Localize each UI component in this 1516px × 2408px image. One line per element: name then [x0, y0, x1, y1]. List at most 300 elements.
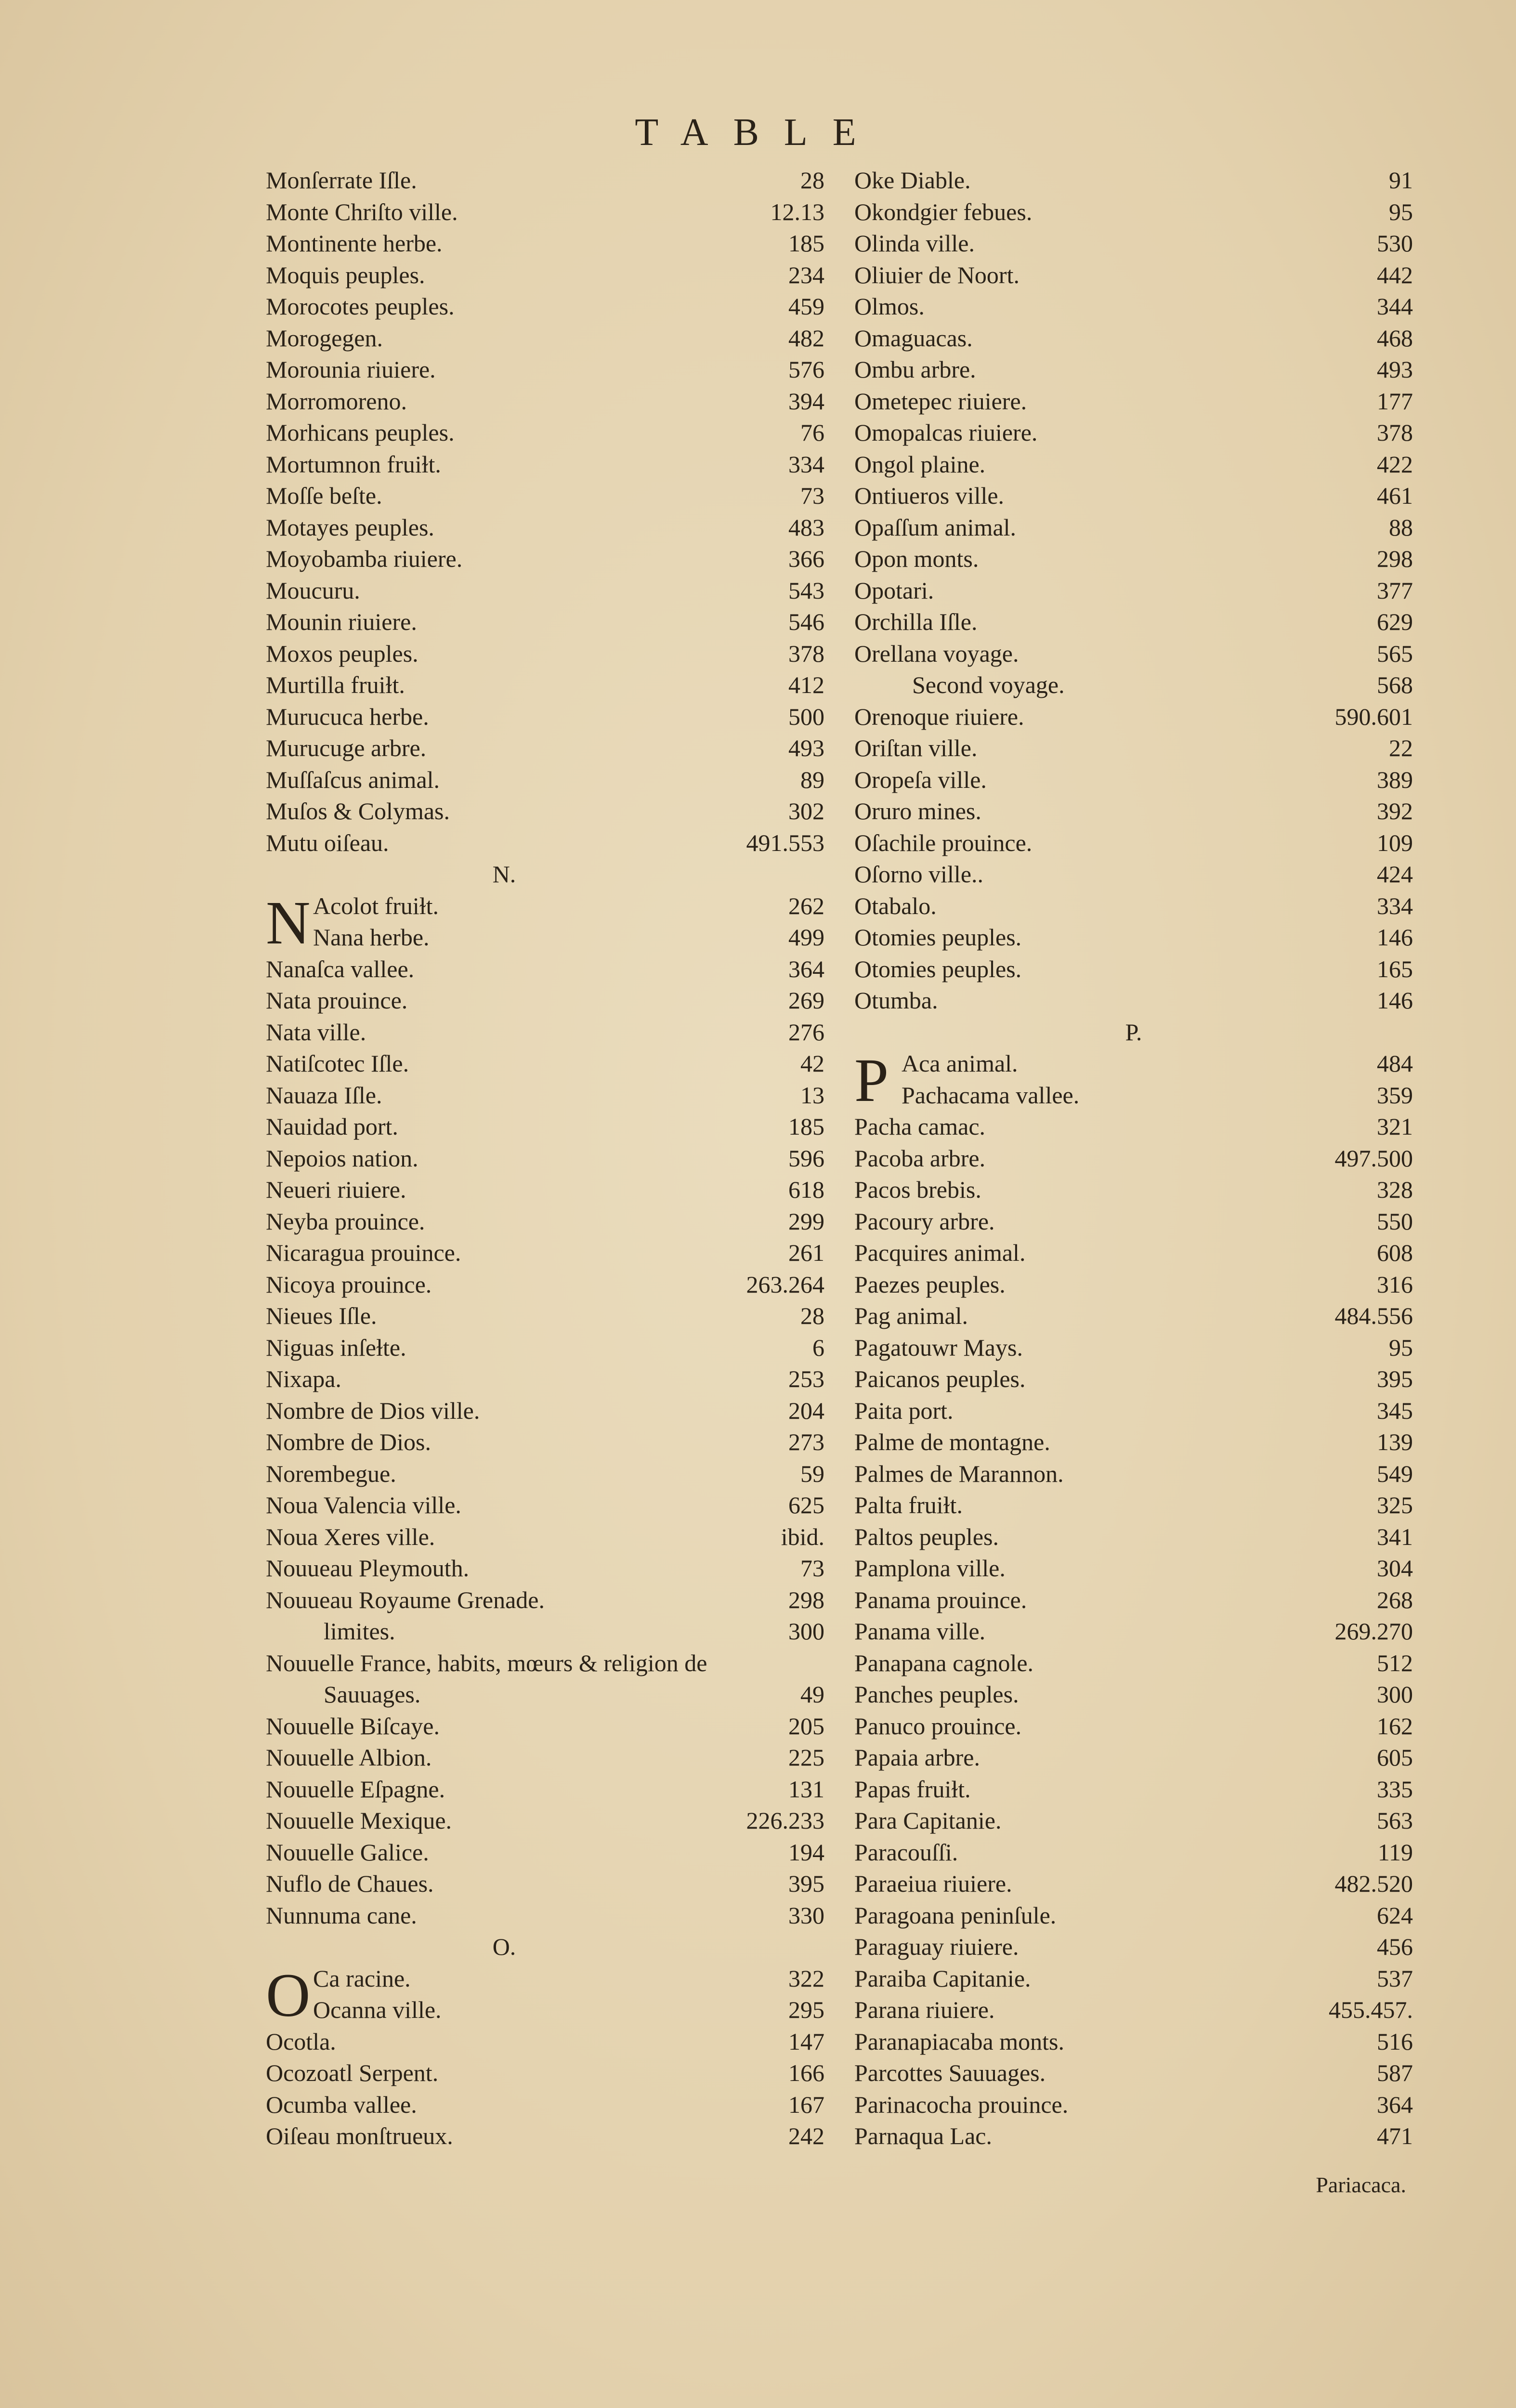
- page-reference: ibid.: [781, 1523, 824, 1550]
- index-entry: [266, 1395, 824, 1427]
- page-reference: 395: [1377, 1365, 1413, 1392]
- page-reference: 512: [1377, 1649, 1413, 1676]
- entry-term: Monte Chriſto ville.: [266, 198, 458, 225]
- index-entry: [266, 1994, 824, 2026]
- page-reference: 325: [1377, 1492, 1413, 1518]
- index-entry: [266, 1206, 824, 1238]
- page-reference: 484.556: [1334, 1302, 1413, 1329]
- page-reference: 185: [788, 1113, 824, 1140]
- section-letter: O.: [492, 1933, 516, 1960]
- page-reference: 377: [1377, 576, 1413, 604]
- entry-term: Aca animal.: [902, 1050, 1018, 1077]
- index-entry: [854, 954, 1413, 985]
- index-entry: [266, 1458, 824, 1490]
- entry-term: Pag animal.: [854, 1302, 968, 1329]
- page-reference: 147: [788, 2028, 824, 2055]
- entry-term: Ocotla.: [266, 2028, 336, 2055]
- index-entry: [854, 1648, 1413, 1679]
- entry-term: Nombre de Dios ville.: [266, 1397, 480, 1424]
- index-entry: [854, 291, 1413, 323]
- page-reference: 491.553: [746, 829, 824, 856]
- index-entry: [266, 1269, 824, 1301]
- entry-term: Panuco prouince.: [854, 1712, 1022, 1740]
- page-reference: 73: [800, 1555, 824, 1582]
- index-entry: [266, 1332, 824, 1364]
- entry-term: Otomies peuples.: [854, 924, 1022, 951]
- entry-term: Norembegue.: [266, 1460, 396, 1487]
- entry-term: Pacoury arbre.: [854, 1207, 995, 1235]
- index-entry: [266, 1553, 824, 1584]
- page-reference: 22: [1389, 734, 1413, 761]
- page-reference: 499: [788, 924, 824, 951]
- page-reference: 88: [1389, 513, 1413, 541]
- entry-term: Paraiba Capitanie.: [854, 1964, 1031, 1992]
- index-entry: [854, 543, 1413, 575]
- index-entry: [854, 165, 1413, 196]
- entry-term: Moxos peuples.: [266, 640, 418, 667]
- entry-term: Motayes peuples.: [266, 513, 434, 541]
- entry-term: Second voyage.: [912, 671, 1065, 698]
- index-entry: [266, 1584, 824, 1616]
- entry-term: Palmes de Marannon.: [854, 1460, 1064, 1487]
- page-reference: 482.520: [1334, 1870, 1413, 1897]
- left-index-column: [266, 165, 824, 2152]
- index-entry: [854, 1900, 1413, 1932]
- entry-term: Mortumnon fruiɫt.: [266, 450, 441, 478]
- page-reference: 500: [788, 703, 824, 730]
- entry-term: Panama prouince.: [854, 1586, 1027, 1613]
- entry-term: Murtilla fruiɫt.: [266, 671, 405, 698]
- page-reference: 335: [1377, 1775, 1413, 1803]
- index-entry: [266, 1048, 824, 1080]
- index-entry: [854, 417, 1413, 449]
- entry-term: Pacos brebis.: [854, 1176, 981, 1203]
- entry-term: Morounia riuiere.: [266, 356, 436, 383]
- page-reference: 608: [1377, 1239, 1413, 1266]
- page-reference: 165: [1377, 955, 1413, 982]
- entry-term: Oiſeau monſtrueux.: [266, 2122, 453, 2149]
- page-reference: 89: [800, 766, 824, 793]
- page-reference: 302: [788, 798, 824, 824]
- entry-term: Nouuelle Biſcaye.: [266, 1712, 440, 1740]
- section-letter-heading: [266, 859, 824, 890]
- page-reference: 549: [1377, 1460, 1413, 1487]
- page-reference: 304: [1377, 1555, 1413, 1582]
- index-entry: [266, 954, 824, 985]
- index-entry: [266, 228, 824, 260]
- entry-term: Pagatouwr Mays.: [854, 1334, 1023, 1361]
- page-reference: 269: [788, 987, 824, 1014]
- entry-term: Oriſtan ville.: [854, 734, 978, 761]
- entry-term: Nouuelle Albion.: [266, 1744, 432, 1771]
- entry-term: Otomies peuples.: [854, 955, 1022, 982]
- entry-term: Para Capitanie.: [854, 1807, 1002, 1834]
- index-entry: [854, 1490, 1413, 1521]
- page-reference: 442: [1377, 261, 1413, 288]
- page-reference: 298: [1377, 545, 1413, 572]
- entry-term: Pacquires animal.: [854, 1239, 1026, 1266]
- index-entry: [854, 764, 1413, 796]
- page-reference: 344: [1377, 293, 1413, 320]
- entry-term: Ometepec riuiere.: [854, 387, 1027, 415]
- page-reference: 364: [1377, 2091, 1413, 2118]
- page-reference: 263.264: [746, 1270, 824, 1298]
- page-reference: 618: [788, 1176, 824, 1203]
- index-entry: [266, 1237, 824, 1269]
- page-reference: 334: [788, 450, 824, 478]
- entry-term: Nieues Iſle.: [266, 1302, 377, 1329]
- index-entry: [266, 827, 824, 859]
- entry-term: Oke Diable.: [854, 167, 971, 194]
- index-entry: [854, 1584, 1413, 1616]
- page-reference: 76: [800, 419, 824, 446]
- index-entry: [266, 606, 824, 638]
- index-entry: [266, 386, 824, 418]
- entry-term: Otumba.: [854, 987, 938, 1014]
- index-entry: [266, 733, 824, 764]
- index-entry: [854, 1521, 1413, 1553]
- page-reference: 493: [1377, 356, 1413, 383]
- index-entry: [266, 1774, 824, 1806]
- index-entry: [854, 638, 1413, 670]
- entry-term: Morocotes peuples.: [266, 293, 455, 320]
- entry-term: Ocumba vallee.: [266, 2091, 417, 2118]
- index-entry: [266, 701, 824, 733]
- entry-term: Neueri riuiere.: [266, 1176, 406, 1203]
- entry-term: Moucuru.: [266, 576, 360, 604]
- entry-term: Paracouſſi.: [854, 1838, 958, 1866]
- drop-cap-initial: P: [854, 1046, 889, 1114]
- page-reference: 59: [800, 1460, 824, 1487]
- entry-term: Ocanna ville.: [313, 1996, 442, 2023]
- index-entry: [854, 1679, 1413, 1711]
- index-entry: [266, 1742, 824, 1774]
- index-entry: [854, 323, 1413, 354]
- entry-term: Parnaqua Lac.: [854, 2122, 992, 2149]
- index-entry: [854, 1805, 1413, 1837]
- index-entry: [854, 1931, 1413, 1963]
- page-reference: 629: [1377, 608, 1413, 635]
- index-entry: [854, 1553, 1413, 1584]
- page-reference: 73: [800, 482, 824, 509]
- page-reference: 268: [1377, 1586, 1413, 1613]
- index-entry: [266, 1111, 824, 1143]
- entry-term: Oruro mines.: [854, 798, 981, 824]
- page-reference: 359: [1377, 1081, 1413, 1109]
- entry-term: Oſorno ville..: [854, 861, 984, 888]
- index-entry: [854, 2120, 1413, 2152]
- page-reference: 546: [788, 608, 824, 635]
- entry-term: Opotari.: [854, 576, 934, 604]
- entry-term: Paraguay riuiere.: [854, 1933, 1019, 1960]
- entry-term: Noua Valencia ville.: [266, 1492, 461, 1518]
- entry-term: Panches peuples.: [854, 1681, 1019, 1708]
- entry-term: Ongol plaine.: [854, 450, 986, 478]
- section-letter-heading: [854, 1017, 1413, 1048]
- page-reference: 461: [1377, 482, 1413, 509]
- entry-term: Oliuier de Noort.: [854, 261, 1019, 288]
- entry-term: Papaia arbre.: [854, 1744, 980, 1771]
- entry-term: Muſos & Colymas.: [266, 798, 450, 824]
- index-entry: [854, 512, 1413, 544]
- index-entry: [266, 1080, 824, 1112]
- entry-term: Orenoque riuiere.: [854, 703, 1024, 730]
- page-reference: 95: [1389, 1334, 1413, 1361]
- index-entry: [854, 354, 1413, 386]
- page-reference: 395: [788, 1870, 824, 1897]
- index-entry: [854, 2026, 1413, 2058]
- entry-term: Morromoreno.: [266, 387, 407, 415]
- index-entry: [266, 417, 824, 449]
- page-reference: 341: [1377, 1523, 1413, 1550]
- index-entry: [266, 1300, 824, 1332]
- entry-term: Nata ville.: [266, 1018, 366, 1046]
- entry-term: Nanaſca vallee.: [266, 955, 415, 982]
- page-reference: 530: [1377, 230, 1413, 257]
- page-reference: 300: [1377, 1681, 1413, 1708]
- page-reference: 299: [788, 1207, 824, 1235]
- entry-term: Monſerrate Iſle.: [266, 167, 417, 194]
- index-entry: [854, 1363, 1413, 1395]
- entry-term: Pacha camac.: [854, 1113, 986, 1140]
- index-entry: [854, 449, 1413, 481]
- page-reference: 13: [800, 1081, 824, 1109]
- index-entry: [266, 1711, 824, 1742]
- page-reference: 131: [788, 1775, 824, 1803]
- index-entry: [854, 1426, 1413, 1458]
- index-entry: [266, 291, 824, 323]
- index-entry: [266, 2120, 824, 2152]
- entry-term: Ombu arbre.: [854, 356, 976, 383]
- index-entry: [854, 733, 1413, 764]
- index-entry: [854, 1963, 1413, 1995]
- index-entry: [266, 1648, 824, 1679]
- page-reference: 234: [788, 261, 824, 288]
- section-letter-heading: [266, 1931, 824, 1963]
- page-reference: 484: [1377, 1050, 1413, 1077]
- index-entry: [854, 2057, 1413, 2089]
- page-reference: 330: [788, 1901, 824, 1929]
- entry-term: Palta fruiɫt.: [854, 1492, 963, 1518]
- page-reference: 146: [1377, 987, 1413, 1014]
- page-reference: 204: [788, 1397, 824, 1424]
- index-entry: [266, 2026, 824, 2058]
- index-entry: [854, 890, 1413, 922]
- index-entry: [266, 764, 824, 796]
- page-reference: 253: [788, 1365, 824, 1392]
- page-reference: 455.457.: [1329, 1996, 1413, 2023]
- entry-term: Acolot fruiɫt.: [313, 892, 439, 919]
- index-entry: [266, 796, 824, 827]
- entry-term: Omaguacas.: [854, 324, 973, 352]
- index-entry: [266, 575, 824, 607]
- page-reference: 378: [1377, 419, 1413, 446]
- index-entry: [854, 1711, 1413, 1742]
- page-reference: 328: [1377, 1176, 1413, 1203]
- page-reference: 565: [1377, 640, 1413, 667]
- index-entry: [854, 1111, 1413, 1143]
- entry-term: Muſſaſcus animal.: [266, 766, 440, 793]
- index-entry: [266, 196, 824, 228]
- page-reference: 516: [1377, 2028, 1413, 2055]
- entry-term: Paltos peuples.: [854, 1523, 999, 1550]
- page-reference: 194: [788, 1838, 824, 1866]
- page-reference: 298: [788, 1586, 824, 1613]
- index-entry: [266, 2057, 824, 2089]
- entry-term: Oſachile prouince.: [854, 829, 1032, 856]
- page-reference: 295: [788, 1996, 824, 2023]
- index-entry: [854, 1174, 1413, 1206]
- index-entry: [854, 260, 1413, 291]
- index-entry: [266, 638, 824, 670]
- page-reference: 91: [1389, 167, 1413, 194]
- index-entry: [266, 1616, 824, 1648]
- entry-term: Parcottes Sauuages.: [854, 2059, 1046, 2086]
- index-entry: [854, 1269, 1413, 1301]
- index-entry: [266, 480, 824, 512]
- entry-term: Omopalcas riuiere.: [854, 419, 1038, 446]
- entry-term: Ocozoatl Serpent.: [266, 2059, 439, 2086]
- page-reference: 392: [1377, 798, 1413, 824]
- index-entry: [854, 796, 1413, 827]
- entry-term: Okondgier febues.: [854, 198, 1032, 225]
- entry-term: Nouueau Royaume Grenade.: [266, 1586, 545, 1613]
- entry-term: Paraeiua riuiere.: [854, 1870, 1012, 1897]
- entry-term: limites.: [324, 1618, 395, 1645]
- entry-term: Palme de montagne.: [854, 1428, 1050, 1455]
- entry-term: Nicoya prouince.: [266, 1270, 432, 1298]
- page-reference: 262: [788, 892, 824, 919]
- page-reference: 119: [1377, 1838, 1413, 1866]
- page-reference: 167: [788, 2091, 824, 2118]
- entry-term: Morhicans peuples.: [266, 419, 455, 446]
- page-reference: 226.233: [746, 1807, 824, 1834]
- entry-term: Paita port.: [854, 1397, 954, 1424]
- page-reference: 162: [1377, 1712, 1413, 1740]
- page-reference: 483: [788, 513, 824, 541]
- index-entry: [854, 480, 1413, 512]
- page-reference: 225: [788, 1744, 824, 1771]
- page-reference: 42: [800, 1050, 824, 1077]
- index-entry: [266, 1363, 824, 1395]
- index-entry: [854, 1742, 1413, 1774]
- entry-term: Ca racine.: [313, 1964, 411, 1992]
- entry-term: Niguas inſeɫte.: [266, 1334, 406, 1361]
- page-reference: 316: [1377, 1270, 1413, 1298]
- page-reference: 389: [1377, 766, 1413, 793]
- page-reference: 321: [1377, 1113, 1413, 1140]
- entry-term: Ontiueros ville.: [854, 482, 1005, 509]
- index-entry: [266, 2089, 824, 2121]
- index-entry: [266, 985, 824, 1017]
- page-reference: 6: [812, 1334, 824, 1361]
- page-reference: 625: [788, 1492, 824, 1518]
- index-entry: [266, 922, 824, 954]
- index-entry: [266, 1868, 824, 1900]
- index-entry: [854, 1994, 1413, 2026]
- entry-term: Parana riuiere.: [854, 1996, 995, 2023]
- page-reference: 366: [788, 545, 824, 572]
- page-reference: 590.601: [1334, 703, 1413, 730]
- entry-term: Paezes peuples.: [854, 1270, 1006, 1298]
- entry-term: Nombre de Dios.: [266, 1428, 431, 1455]
- entry-term: Nata prouince.: [266, 987, 408, 1014]
- page-reference: 273: [788, 1428, 824, 1455]
- index-entry: [854, 1237, 1413, 1269]
- index-entry: [854, 228, 1413, 260]
- page-title: TABLE: [635, 111, 881, 154]
- entry-term: Sauuages.: [324, 1681, 421, 1708]
- index-entry: [854, 386, 1413, 418]
- section-letter: P.: [1125, 1018, 1142, 1046]
- entry-term: Opaſſum animal.: [854, 513, 1017, 541]
- entry-term: Moyobamba riuiere.: [266, 545, 463, 572]
- index-entry: [854, 575, 1413, 607]
- page-reference: 563: [1377, 1807, 1413, 1834]
- index-entry: [854, 1458, 1413, 1490]
- entry-term: Nouuelle France, habits, mœurs & religion de: [266, 1649, 707, 1676]
- entry-term: Oropeſa ville.: [854, 766, 987, 793]
- page-reference: 28: [800, 167, 824, 194]
- page-reference: 242: [788, 2122, 824, 2149]
- page-reference: 468: [1377, 324, 1413, 352]
- entry-term: Papas fruiɫt.: [854, 1775, 971, 1803]
- entry-term: Paranapiacaba monts.: [854, 2028, 1064, 2055]
- page-reference: 345: [1377, 1397, 1413, 1424]
- index-entry: [854, 1616, 1413, 1648]
- entry-term: Orellana voyage.: [854, 640, 1019, 667]
- index-entry: [854, 1300, 1413, 1332]
- index-entry: [854, 1395, 1413, 1427]
- index-entry: [854, 1206, 1413, 1238]
- page-reference: 205: [788, 1712, 824, 1740]
- entry-term: Pacoba arbre.: [854, 1144, 986, 1172]
- page-reference: 394: [788, 387, 824, 415]
- page-reference: 497.500: [1334, 1144, 1413, 1172]
- index-entry: [266, 1679, 824, 1711]
- page-reference: 576: [788, 356, 824, 383]
- page-reference: 139: [1377, 1428, 1413, 1455]
- catchword: Pariacaca.: [1316, 2172, 1406, 2197]
- entry-term: Parinacocha prouince.: [854, 2091, 1069, 2118]
- page-reference: 261: [788, 1239, 824, 1266]
- page-reference: 109: [1377, 829, 1413, 856]
- entry-term: Nauidad port.: [266, 1113, 398, 1140]
- entry-term: Moſſe beſte.: [266, 482, 382, 509]
- entry-term: Neyba prouince.: [266, 1207, 425, 1235]
- entry-term: Panama ville.: [854, 1618, 986, 1645]
- entry-term: Nouueau Pleymouth.: [266, 1555, 470, 1582]
- index-entry: [854, 1332, 1413, 1364]
- page-reference: 537: [1377, 1964, 1413, 1992]
- page-reference: 378: [788, 640, 824, 667]
- entry-term: Otabalo.: [854, 892, 937, 919]
- entry-term: Nouuelle Eſpagne.: [266, 1775, 445, 1803]
- index-entry: [266, 260, 824, 291]
- page-reference: 300: [788, 1618, 824, 1645]
- index-entry: [266, 512, 824, 544]
- index-entry: [266, 165, 824, 196]
- page-reference: 166: [788, 2059, 824, 2086]
- entry-term: Moquis peuples.: [266, 261, 425, 288]
- index-entry: [854, 1837, 1413, 1869]
- entry-term: Mutu oiſeau.: [266, 829, 389, 856]
- entry-term: Olmos.: [854, 293, 925, 320]
- index-entry: [854, 827, 1413, 859]
- page-reference: 424: [1377, 861, 1413, 888]
- page-reference: 276: [788, 1018, 824, 1046]
- entry-term: Nuflo de Chaues.: [266, 1870, 434, 1897]
